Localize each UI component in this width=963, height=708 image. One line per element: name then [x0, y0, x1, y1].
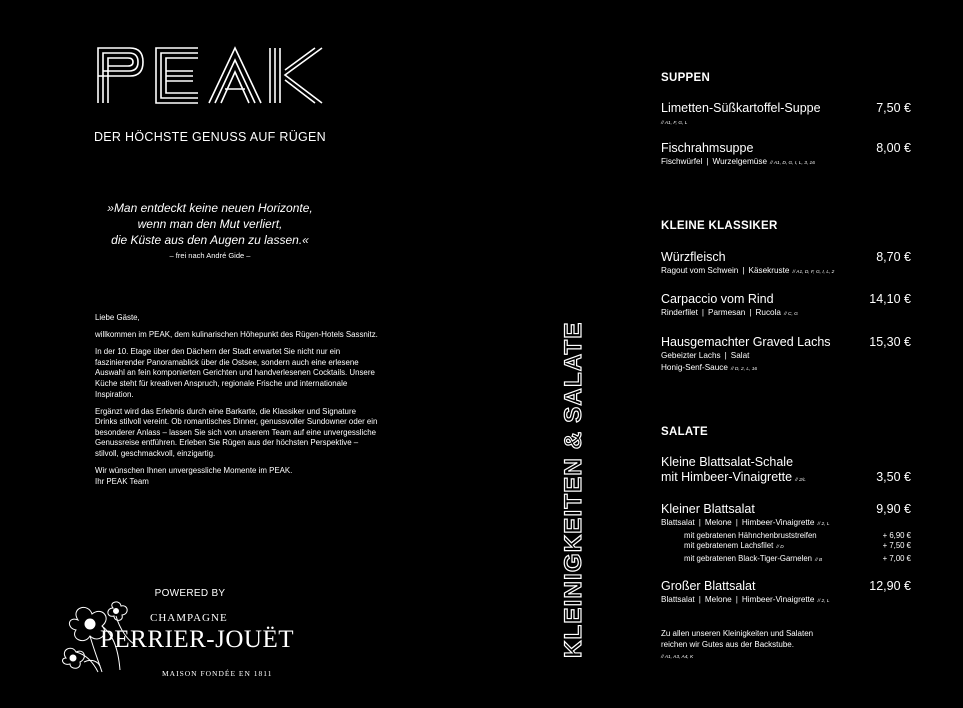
bakery-note: Zu allen unseren Kleinigkeiten und Salaten reichen wir Gutes aus der Backstube. // A1, A3, A4, K [661, 629, 814, 660]
item-price: 14,10 € [869, 292, 911, 306]
peak-logo [95, 45, 325, 105]
sponsor-brand: PERRIER-JOUËT [100, 626, 294, 653]
allergen-code: // A1, D, G, I, L, 3, 16 [770, 161, 815, 166]
item-price: 8,70 € [876, 250, 911, 264]
menu-item [661, 455, 911, 488]
item-extra: mit gebratenen Black-Tiger-Garnelen // B + 7,00 € [684, 553, 911, 563]
powered-by: POWERED BY [154, 588, 226, 599]
allergen-code: // 2, L [817, 522, 830, 527]
item-name: Kleine Blattsalat-Schale [661, 455, 794, 469]
allergen-code: // A1, A3, A4, K [661, 655, 694, 660]
allergen-code: // 2/L [795, 478, 806, 483]
section-title-salate: SALATE [661, 426, 708, 438]
vertical-section-title: KLEINIGKEITEN & SALATE [560, 321, 587, 658]
allergen-code: // C, G [783, 312, 798, 317]
quote-line: die Küste aus den Augen zu lassen.« [111, 233, 309, 247]
quote [0, 200, 420, 248]
item-name: mit Himbeer-Vinaigrette // 2/L [661, 470, 806, 484]
item-price: 8,00 € [876, 141, 911, 155]
item-price: 3,50 € [876, 470, 911, 484]
quote-source: – frei nach André Gide – [169, 251, 251, 260]
item-description: Fischwürfel | Wurzelgemüse // A1, D, G, I, L, 3, 16 [661, 157, 815, 166]
section-title-kleine-klassiker: KLEINE KLASSIKER [661, 220, 778, 232]
item-description: Honig-Senf-Sauce // D, 2, L, 16 [661, 362, 758, 372]
sponsor-champagne: CHAMPAGNE [150, 612, 228, 624]
menu-item [661, 141, 911, 170]
item-extra: mit gebratenem Lachsfilet // D + 7,50 € [684, 541, 911, 550]
allergen-code: // D, 2, L, 16 [730, 366, 758, 372]
item-description: Rinderfilet | Parmesan | Rucola // C, G [661, 308, 798, 317]
letter-closing: Wir wünschen Ihnen unvergessliche Momente im PEAK. Ihr PEAK Team [95, 466, 293, 486]
item-name: Kleiner Blattsalat [661, 502, 755, 516]
letter-paragraph: willkommen im PEAK, dem kulinarischen Höhepunkt des Rügen-Hotels Sassnitz. [95, 330, 378, 340]
letter-paragraph: In der 10. Etage über den Dächern der Stadt erwartet Sie nicht nur ein faszinierender Panoramablick über die Ostsee, sondern auch eine erlesene Auswahl an fein komponierten Gerichten und handverlesenen Cocktails. Unsere Küche steht für kreativen Anspruch, regionale Frische und internationale Inspiration. [95, 347, 375, 399]
tagline: DER HÖCHSTE GENUSS AUF RÜGEN [93, 130, 327, 144]
menu-item [661, 292, 911, 321]
item-price: 12,90 € [869, 579, 911, 593]
allergen-code: // A1, F, G, L [661, 121, 688, 126]
item-description: Gebeizter Lachs | Salat [661, 351, 750, 360]
item-description: Blattsalat | Melone | Himbeer-Vinaigrette // 2, L [661, 518, 830, 527]
menu-item [661, 579, 911, 608]
item-price: 7,50 € [876, 101, 911, 115]
item-price: 9,90 € [876, 502, 911, 516]
item-name: Hausgemachter Graved Lachs [661, 335, 831, 349]
menu-item [661, 502, 911, 566]
letter-greeting: Liebe Gäste, [95, 313, 140, 322]
allergen-code: // 2, L [817, 599, 830, 604]
item-description: Ragout vom Schwein | Käsekruste // A1, D, F, G, I, L, 2 [661, 266, 835, 275]
item-description: Blattsalat | Melone | Himbeer-Vinaigrette // 2, L [661, 595, 830, 604]
item-extra: mit gebratenen Hähnchenbruststreifen + 6,90 € [684, 530, 911, 540]
menu-item [661, 335, 911, 375]
sponsor-maison: MAISON FONDÉE EN 1811 [162, 669, 273, 678]
item-name: Fischrahmsuppe [661, 141, 754, 155]
letter-paragraph: Ergänzt wird das Erlebnis durch eine Barkarte, die Klassiker und Signature Drinks stilvoll vereint. Ob romantisches Dinner, genussvoller Sundowner oder ein besonderer Anlass – lassen Sie sich von unserem Team auf eine unvergessliche Genussreise entführen. Erleben Sie Rügen aus der höchsten Perspektive – stilvoll, geschmackvoll, einzigartig. [95, 406, 378, 459]
section-title-suppen: SUPPEN [661, 72, 711, 84]
item-name: Großer Blattsalat [661, 579, 756, 593]
item-name: Würzfleisch [661, 250, 726, 264]
menu-item [661, 101, 911, 130]
item-name: Carpaccio vom Rind [661, 292, 774, 306]
quote-line: »Man entdeckt keine neuen Horizonte, [107, 201, 313, 215]
welcome-letter [95, 313, 380, 487]
item-price: 15,30 € [869, 335, 911, 349]
item-name: Limetten-Süßkartoffel-Suppe [661, 101, 821, 115]
menu-item [661, 250, 911, 279]
quote-line: wenn man den Mut verliert, [137, 217, 283, 231]
allergen-code: // A1, D, F, G, I, L, 2 [792, 270, 835, 275]
